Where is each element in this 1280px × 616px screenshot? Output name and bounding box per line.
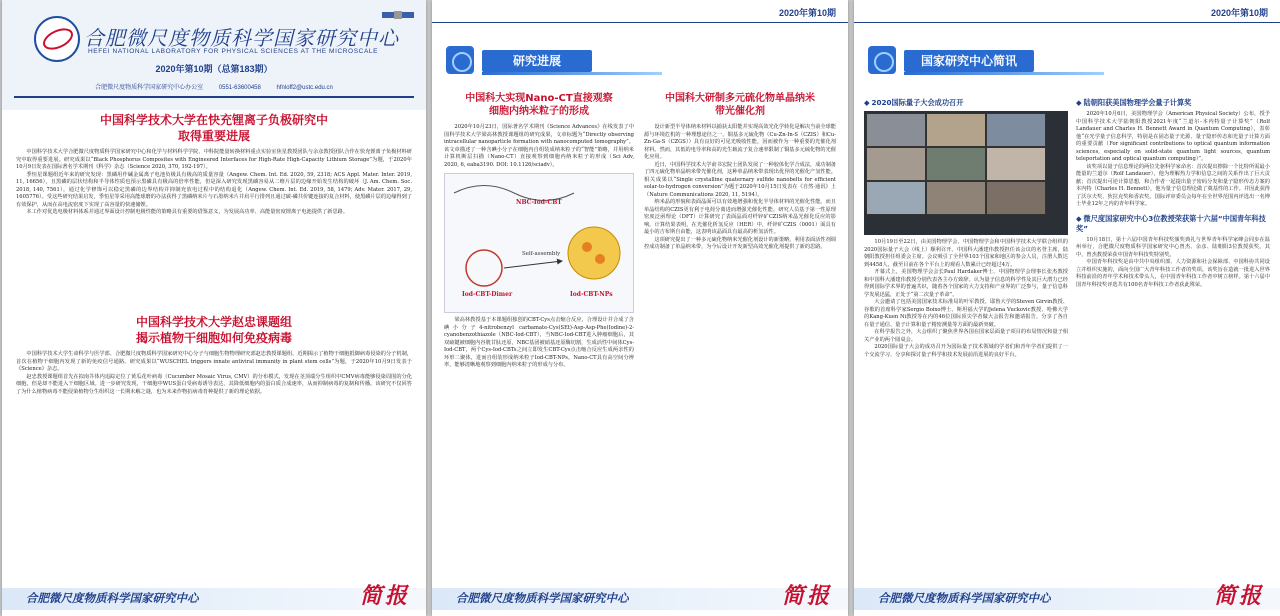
section-icon	[446, 46, 474, 74]
section-icon	[868, 46, 896, 74]
article-title: 中国科大研制多元硫化物单晶纳米	[665, 93, 815, 104]
masthead-title: 合肥微尺度物质科学国家研究中心	[84, 26, 399, 50]
footer-lab-name: 合肥微尺度物质科学国家研究中心	[26, 591, 199, 605]
scheme-label: NBC-Iod-CBT	[516, 199, 562, 206]
paragraph: 纳米晶的形貌和表面晶面可以有效地增强和优化半导体材料的光催化性能。而且单晶结构的CZIS更有利于电荷分离进而增强光催化性能。研究人员基于第一性原理密度泛函理论（DFT）计算研究了表面晶面对纤锌矿CZIS纳米晶光催化反应的影响。计算结果表明，在光催化析氢反应（HER）中，纤锌矿CZIS（0001）面具有最小的吉布斯自由能，这表明该晶面具有最高的析氢活性。	[644, 199, 836, 235]
footer-brand: 简报	[1213, 583, 1264, 609]
footer	[2, 582, 426, 616]
masthead	[2, 0, 426, 110]
paragraph: 该奖项以量子信息理论的两位先驱科学家命名：首次提出擦除一个比特所需最小能量的兰道尔（Rolf Landauer），他为理解热力学和信息之间的关系作出了巨大贡献；首次提出可逆计算思想，和合作者一起提出量子密码分发和量子隐形传态方案的本内特（Charles H. Bennett），他为量子信息理论做了奠基性的工作。并因此获得了沃尔夫奖、狄拉克奖和香农奖。国际评审委员会每年在全世界范围内评选出一名博士毕业12年之内的青年科学家。	[1076, 163, 1270, 207]
scheme-label: Iod-CBT-Dimer	[462, 291, 513, 298]
issue-number: 2020年第10期（总第183期）	[155, 64, 273, 74]
page-3	[854, 0, 1280, 616]
article-title-line2: 取得重要进展	[177, 129, 250, 143]
email: hfnloff2@ustc.edu.cn	[276, 85, 333, 91]
footer-brand: 简报	[359, 583, 410, 609]
photo-tile	[866, 113, 926, 147]
paragraph: 设计新型半导体纳米材料以捕获太阳能并实现高效光化学转化是解决当前全球能源与环境危机的一种理想途径之一。铜基多元硫化物（Cu-Zn-In-S（CZIS）和Cu-Zn-Ga-S（CZGS））具有良好的可见光吸收性能，因而被作为一种重要的光催化剂材料。然而，其低的电导率和高的光生载流子复合速率限制了铜基多元硫化物的光催化应用。	[644, 124, 836, 160]
section-stripe	[904, 72, 1104, 75]
news-title: ◆ 2020国际量子大会成功召开	[864, 98, 1068, 108]
paragraph: 这项研究提出了一种多元硫化物纳米光催化剂设计的新策略，利用表面活性剂调控成功制备了单晶纳米带，为今后设计开发新型高效光催化剂提供了新的思路。	[644, 236, 836, 250]
page-1	[2, 0, 426, 616]
section-title: 国家研究中心简讯	[904, 50, 1034, 72]
photo-tile	[986, 147, 1046, 181]
photo-tile	[926, 181, 986, 215]
paragraph: 中国科学技术大学生命科学与医学部、合肥微尺度物质科学国家研究中心分子与细胞生物物理研究部赵忠教授课题组，近期揭示了植物干细胞抵御病毒侵染的分子机制，首次在植物干细胞内发现了新的免疫信号通路。研究成果以“WUSCHEL triggers innate antiviral immunity in plant stem cells”为题，于2020年10月9日发表于《Science》杂志。	[16, 351, 412, 372]
footer-brand: 简报	[781, 583, 832, 609]
section-band	[432, 46, 848, 76]
masthead-subtitle: HEFEI NATIONAL LABORATORY FOR PHYSICAL SCIENCES AT THE MICROSCALE	[88, 48, 379, 55]
paragraph: 中国青年科技奖是由中共中央组织部、人力资源和社会保障部、中国科协共同设立并组织实施的，面向全国广大青年科技工作者的奖项。该奖旨在造就一批进入世界科技前沿的青年学术和技术带头人，在中国青年科技工作者中树立榜样。第十六届中国青年科技奖评选共有100名青年科技工作者获此殊荣。	[1076, 259, 1270, 288]
article-nanoct	[444, 92, 634, 582]
article-nanobelt	[644, 92, 836, 582]
footer	[854, 582, 1280, 616]
article-title-line2: 细胞内纳米粒子的形成	[489, 106, 589, 117]
photo-tile	[926, 113, 986, 147]
photo-tile	[866, 147, 926, 181]
section-stripe	[482, 72, 662, 75]
footer-lab-name: 合肥微尺度物质科学国家研究中心	[456, 591, 629, 605]
lab-logo-icon	[34, 16, 80, 62]
photo-tile	[926, 147, 986, 181]
phone: 0551-63600458	[218, 85, 261, 91]
divider	[14, 96, 414, 98]
news-title: ◆ 微尺度国家研究中心3位教授荣获第十六届“中国青年科技奖”	[1076, 214, 1270, 234]
footer	[432, 582, 848, 616]
publisher: 合肥微尺度物质科学国家研究中心办公室	[95, 85, 204, 91]
contact-line	[2, 82, 426, 91]
paragraph: 10月18日，第十六届中国青年科技奖颁奖典礼与世界青年科学家峰会同步在温州举行，合肥微尺度物质科学国家研究中心曾杰、余彦、陆朝阳3位教授获奖。其中，曾杰教授荣获中国青年科技奖特别奖。	[1076, 236, 1270, 258]
paragraph: 在科学报告之外，大会组织了聚焦世界各国在国家层面量子项目的布局情况和量子相关产业的两个圆桌会。	[864, 329, 1068, 343]
page-2	[432, 0, 848, 616]
news-right-column	[1076, 98, 1270, 582]
article-title: 中国科学技术大学在快充锂离子负极研究中	[99, 113, 328, 127]
news-quantum-conference	[864, 98, 1068, 582]
paragraph: 2020国际量子大会的成功召开为国际量子技术领域的学者们和青年学者们提供了一个交流学习、分享和探讨量子科学和技术发展前沿进展的良好平台。	[864, 344, 1068, 358]
article-title-line2: 带光催化剂	[715, 106, 765, 117]
section-band	[854, 46, 1280, 76]
header-rule	[432, 22, 848, 23]
photo-tile	[986, 181, 1046, 215]
paragraph: 本工作对优选电极材料体系并通过界面设计控制电极性能的策略具有重要的借鉴意义，为发展高功率、高能量密度锂离子电池提供了新思路。	[26, 209, 349, 215]
paragraph: 赵忠教授课题组首先在拟南芥体内追踪定位了黄瓜花叶病毒（Cucumber Mosaic Virus, CMV）的分布模式，发现在茎顶端分生组织中CMV病毒能够侵染周围的分化细胞，但是却不能进入干细胞区域。进一步研究发现，干细胞中WUS蛋白受病毒诱导表达，其降低细胞内的蛋白质合成速率，从而抑制病毒的复制和传播。该研究不仅回答了为什么植物病毒不能侵染植物分生组织这一长期未解之谜，也为未来作物抗病毒育种提供了新的理论依据。	[16, 373, 412, 395]
paragraph: 开幕式上，美国物理学会会长Paul Hardaker博士、中国物理学会理事长张杰教授和中国科大潘建伟教授分别代表各主办方致辞。认为量子信息的科学性及其巨大潜力已经得到国际学术界的普遍共识，随着各个国家的大力支持和产业界的广泛参与，量子信息科学发展迅猛，正处于“第二次量子革命”。	[864, 269, 1068, 298]
article-title-line2: 揭示植物干细胞如何免疫病毒	[135, 331, 292, 345]
news-title: ◆ 陆朝阳获美国物理学会量子计算奖	[1076, 98, 1270, 108]
paragraph: 季恒星课题组近年来的研究发现：黑磷用作碱金属离子电池负极具有极高的质量容量（Angew. Chem. Int. Ed. 2020, 59, 2318; ACS Appl. Mater. Inter. 2019, 11, 16656），且黑磷的层状结构和半导体性质也预示黑磷具有极高的倍率性能，但是深入研究发现黑磷容易从二维片层的边缘开始发生结构的破坏（J. Am. Chem. Soc. 2018, 140, 7561），通过化学修饰可以稳定黑磷的边界结构并抑制充放电过程中的结构退化（Angew. Chem. Int. Ed. 2019, 58, 1479; Adv. Mater. 2017, 29, 1605776）。受这些研究结果启发，季恒星等采用高能球磨的办法获得了黑磷纳米片与石墨纳米片并肩平行排列且通过碳-磷共价键连接的复合材料，使黑磷片层的边缘得到了有效保护，从而在高电流密度下实现了高容量的快速储锂。	[16, 171, 412, 208]
paragraph: 2020年10月6日，美国物理学会（American Physical Society）公布，授予中国科学技术大学陆朝阳教授2021年度“兰道尔-本内特量子计算奖”（Rolf Landauer and Charles H. Bennett Award in Quantum Computing），表彰他“在光学量子信息科学，特别是在固态量子光源、量子隐形传态和光量子计算方面的重要贡献（For significant contributions to optical quantum information sciences, especially on solid-state quantum light sources, quantum teleportation and optical quantum computing）”。	[1076, 111, 1270, 162]
header-rule	[854, 22, 1280, 23]
paragraph: 近日，中国科学技术大学俞书宏院士团队发展了一种胶体化学合成法，成功制备了四元硫化物单晶纳米带光催化剂，这种单晶纳米带表现出优异的光催化产氢性能。相关成果以“Single crystalline quaternary sulfide nanobelts for efficient solar-to-hydrogen conversion”为题于2020年10月15日发表在《自然·通讯》上（Nature Communications 2020, 11, 5194）。	[644, 161, 836, 198]
paragraph: 10月19日至22日，由美国物理学会、中国物理学会和中国科学技术大学联合组织的2020国际量子大会（线上）顺利召开。中国科大潘建伟教授担任该会议的名誉主席，陆朝阳教授担任组委会主席。会议吸引了全世界103个国家和地区的参会人员，注册人数达到4458人，截至目前在各个平台上的观看人数累计已经超过4万。	[864, 239, 1068, 268]
paragraph: 中国科学技术大学合肥微尺度物质科学国家研究中心和化学与材料科学学院、中科院能量转换材料重点实验室焦星教授团队与余彦教授团队合作在快充锂离子负极材料研究中取得重要进展。研究成果以“Black Phosphorus Composites with Engineered Interfaces for High-Rate High-Capacity Lithium Storage”为题，于2020年10月9日发表在国际著名学术期刊《科学》杂志（Science 2020, 370, 192-197）。	[16, 149, 412, 170]
article-title: 中国科大实现Nano-CT直接观察	[465, 93, 613, 104]
scheme-figure	[444, 173, 634, 313]
paragraph: 梁高林教授基于本课题组独创的CBT-Cys点击缩合反应，合理设计并合成了含碘小分子4-nitrobenzyl carbamate-Cys(SEt)-Asp-Asp-Phe(Iodine)-2-cyanobenzothiazole（NBC-Iod-CBT），当NBC-Iod-CBT进入肿瘤细胞后，其双硫键被细胞内谷胱甘肽还原，NBC基团被硝基还原酶切割，生成活性中间体Cys-Iod-CBT，两个Cys-Iod-CBTs之间立即发生CBT-Cys点击缩合反应生成两亲性的环形二聚体，进而自组装形成纳米粒子Iod-CBT-NPs。Nano-CT具有高空间分辨率，能够清晰地观察到细胞内纳米粒子的形成与分布。	[444, 317, 634, 368]
article-title: 中国科学技术大学赵忠课题组	[135, 315, 292, 329]
scheme-label: Iod-CBT-NPs	[570, 291, 613, 298]
article-1	[16, 112, 412, 312]
scheme-label: Self-assembly	[522, 251, 561, 257]
video-conference-photo	[864, 111, 1068, 235]
paragraph: 大会邀请了包括美国国家技术标准局的叶军教授、耶鲁大学的Steven Girvin教授、谷歌的首席科学家Sergio Boixo博士、斯坦福大学的Jelena Vuckovic教授、哈佛大学的Kang-Kuen Ni教授等在内的46位国际顶尖学者做大会报告和邀请报告，分享了各自在量子通信、量子计算和量子精密测量等方面的最新突破。	[864, 299, 1068, 328]
paragraph: 2020年10月23日，国际著名学术期刊《Science Advances》在线发表了中国科学技术大学梁高林教授课题组的研究成果，文章标题为“Directly observing intracellular nanoparticle formation with nanocomputed tomography”。该文章描述了一种含碘小分子在细胞内自组装成纳米粒子的“智能”策略，并用纳米计算机断层扫描（Nano-CT）直接观察到细胞内纳米粒子的形成（Sci Adv, 2020, 6, eaba3190. DOI: 10.1126/sciadv）。	[444, 124, 634, 168]
photo-tile	[866, 181, 926, 215]
section-title: 研究进展	[482, 50, 592, 72]
footer-lab-name: 合肥微尺度物质科学国家研究中心	[878, 591, 1051, 605]
photo-tile	[986, 113, 1046, 147]
article-2	[16, 314, 412, 580]
running-header: 2020年第10期	[1210, 8, 1268, 18]
running-header: 2020年第10期	[778, 8, 836, 18]
